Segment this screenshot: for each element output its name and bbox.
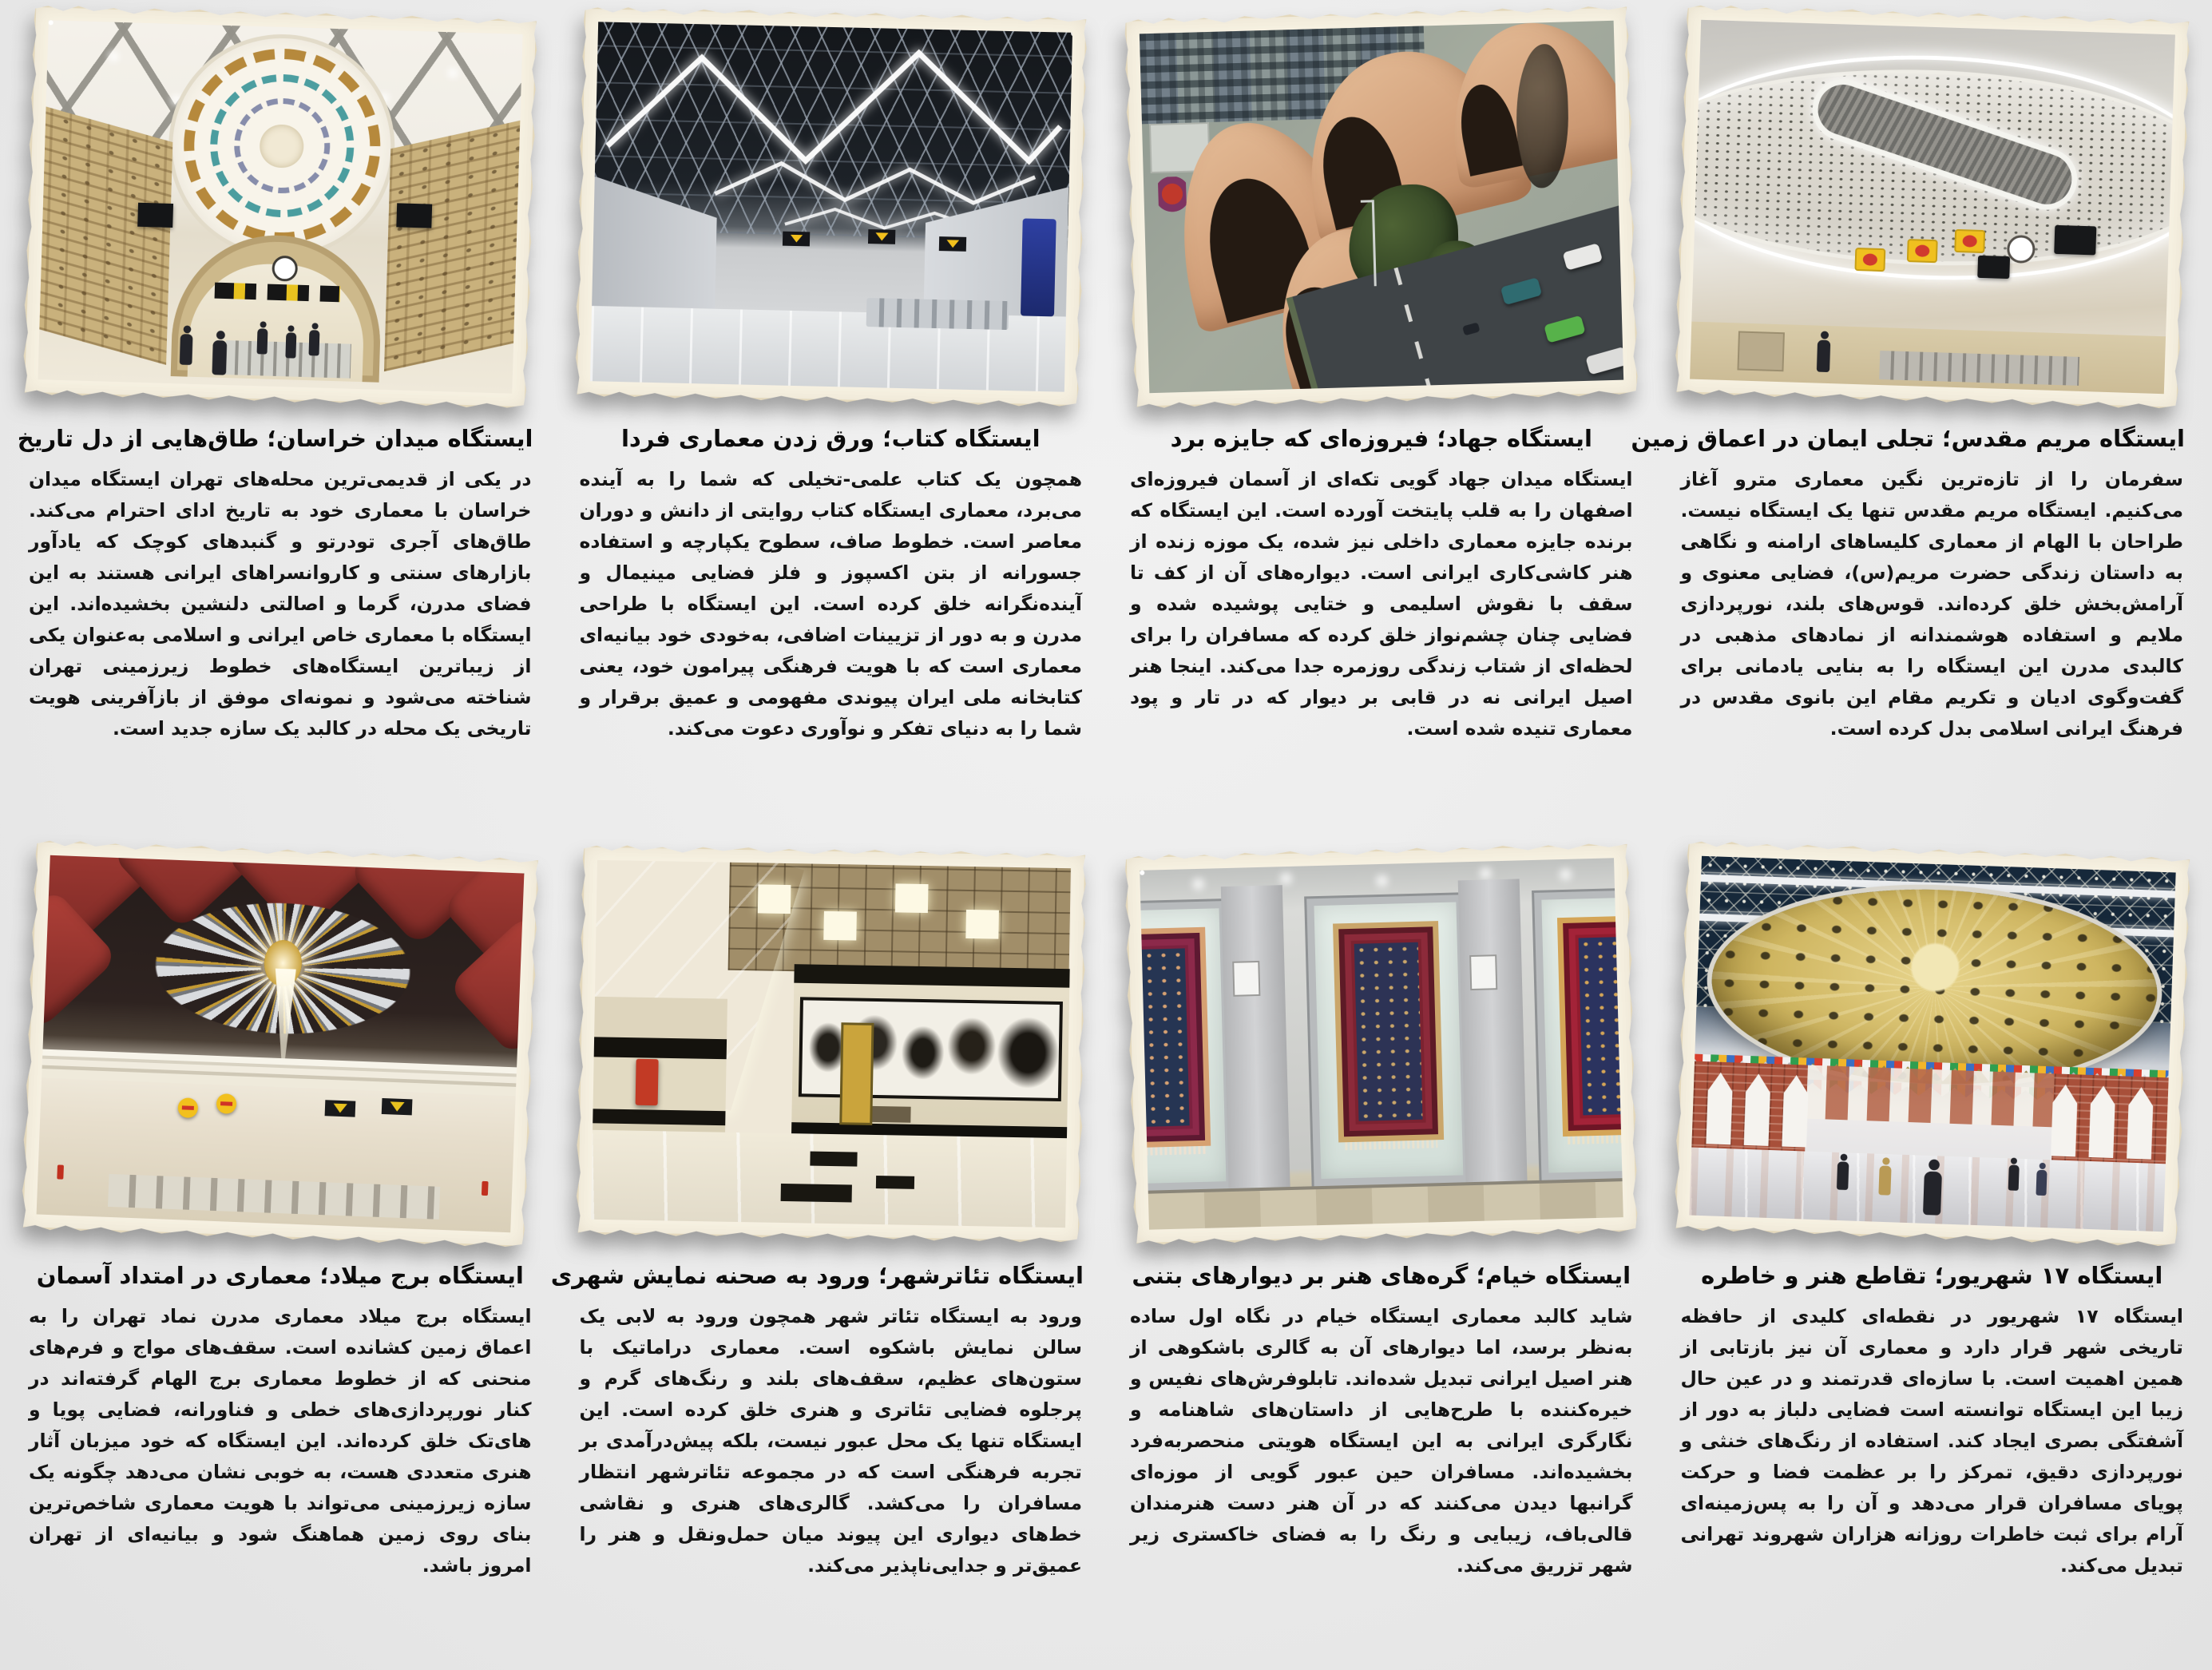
torn-photo-frame <box>22 4 539 411</box>
polished-floor <box>591 1129 1066 1228</box>
persian-carpet <box>1140 927 1211 1148</box>
photo-frame-milad <box>20 839 541 1249</box>
photo-frame-khorasan <box>22 4 539 411</box>
article-title: ایستگاه مریم مقدس؛ تجلی ایمان در اعماق زمین <box>1631 425 2185 452</box>
fire-extinguisher <box>57 1164 64 1179</box>
article-body: همچون یک کتاب علمی-تخیلی که شما را به آینده می‌برد، معماری ایستگاه کتاب روایتی از دانش و دوران معاصر است. خطوط صاف، سطوح یکپارچه و استفاده جسورانه از بتن اکسپوز و فلز فضایی مینیمال و آینده‌نگرانه خلق کرده است. این ایستگاه با طراحی مدرن و به دور از تزیینات اضافی، به‌خودی خود بیانیه‌ای معماری است که با هویت فرهنگی پیرامون خود، یعنی کتابخانه ملی ایران پیوندی مفهومی و عمیق برقرار و شما را به دنیای تفکر و نوآوری دعوت می‌کند. <box>579 468 1082 740</box>
exit-sign <box>939 236 966 252</box>
newspaper-metro-stations-page <box>17 11 2185 1664</box>
photo-khayyam-station <box>1140 858 1623 1229</box>
carpet-display-case <box>1534 889 1623 1180</box>
exit-sign <box>783 231 810 246</box>
photo-ketab-station <box>589 22 1072 391</box>
exit-sign <box>382 1097 413 1114</box>
brick-wall <box>384 117 522 371</box>
persian-carpet <box>1333 921 1444 1142</box>
persian-carpet <box>1557 915 1623 1136</box>
photo-frame-ketab <box>573 6 1088 408</box>
photo-milad-station <box>37 855 524 1232</box>
bench <box>872 1105 910 1122</box>
info-plaque <box>1232 960 1260 996</box>
article-shahrivar-station <box>1679 848 2186 1664</box>
carpet-display-case <box>1306 894 1470 1185</box>
article-body: ایستگاه ۱۷ شهریور در نقطه‌ای کلیدی از حافظه تاریخی شهر قرار دارد و معماری آن نیز بازتابی از همین اهمیت است. با سازه‌ای قدرتمند و در عین حال زیبا این ایستگاه توانسته است فضایی دلباز به دور از آشفتگی بصری ایجاد کند. استفاده از رنگ‌های خنثی و نورپردازی دقیق، تمرکز را بر عظمت فضا و حرکت پویای مسافران قرار می‌دهد و آن را به پس‌زمینه‌ای آرام برای ثبت خاطرات روزانه هزاران شهروند تهرانی تبدیل می‌کند. <box>1680 1304 2183 1577</box>
blue-banner <box>1021 218 1056 315</box>
brick-wall <box>38 103 172 366</box>
article-title: ایستگاه جهاد؛ فیروزه‌ای که جایزه برد <box>1170 425 1592 452</box>
article-title: ایستگاه برج میلاد؛ معماری در امتداد آسمان <box>36 1261 524 1289</box>
torn-photo-frame <box>1123 4 1639 409</box>
article-title: ایستگاه میدان خراسان؛ طاق‌هایی از دل تاریخ <box>17 425 533 452</box>
photo-frame-shahrivar <box>1672 839 2191 1248</box>
article-body: سفرمان را از تازه‌ترین نگین معماری مترو آغاز می‌کنیم. ایستگاه مریم مقدس تنها یک ایستگاه نیست. طراحان با الهام از معماری کلیساهای ارامنه و نگاهی به داستان زندگی حضرت مریم(س)، فضایی معنوی و آرامش‌بخش خلق کرده‌اند. قوس‌های بلند، نورپردازی ملایم و استفاده هوشمندانه از نمادهای مذهبی در کالبدی مدرن این ایستگاه را به بنایی یادمانی برای گفت‌وگوی ادیان و تکریم مقام این بانوی مقدس در فرهنگ ایرانی اسلامی بدل کرده است. <box>1680 468 2183 740</box>
exit-sign <box>868 229 895 244</box>
pillar <box>1221 884 1290 1195</box>
torn-photo-frame <box>1124 841 1639 1245</box>
article-khayyam-station <box>1128 848 1635 1664</box>
exit-sign <box>325 1099 356 1116</box>
torn-photo-frame <box>573 6 1088 408</box>
pillar <box>1457 878 1527 1188</box>
striped-wall <box>592 996 727 1142</box>
carpet-display-case <box>1140 900 1233 1191</box>
article-body: ورود به ایستگاه تئاتر شهر همچون ورود به لابی یک سالن نمایش باشکوه است. معماری دراماتیک با ستون‌های عظیم، سقف‌های بلند و رنگ‌های گرم و پرجلوه فضایی تئاتری و هنری خلق کرده است. این ایستگاه تنها یک محل عبور نیست، بلکه پیش‌درآمدی بر تجربه فرهنگی است که در مجموعه تئاترشهر انتظار مسافران را می‌کشد. گالری‌های هنری و نقاشی خط‌های دیواری این پیوند میان حمل‌ونقل و هنر را عمیق‌تر و جدایی‌ناپذیر می‌کند. <box>579 1304 1082 1577</box>
article-title: ایستگاه تئاترشهر؛ ورود به صحنه نمایش شهری <box>550 1261 1084 1289</box>
photo-jahad-station <box>1140 21 1623 393</box>
torn-photo-frame <box>1673 3 2191 411</box>
yellow-door <box>838 1022 874 1125</box>
article-title: ایستگاه کتاب؛ ورق زدن معماری فردا <box>620 425 1041 452</box>
fire-extinguisher <box>482 1180 489 1195</box>
photo-frame-teatr <box>574 843 1087 1244</box>
photo-maryam-station <box>1690 20 2174 394</box>
far-arcade <box>1806 1065 2055 1127</box>
article-title: ایستگاه ۱۷ شهریور؛ تقاطع هنر و خاطره <box>1701 1261 2163 1289</box>
photo-frame-jahad <box>1123 4 1639 409</box>
article-khorasan-station <box>17 11 533 827</box>
torn-photo-frame <box>20 839 541 1249</box>
article-maryam-station <box>1631 11 2186 827</box>
arched-portal <box>171 232 383 383</box>
no-entry-sign <box>177 1097 198 1118</box>
info-plaque <box>1469 954 1497 990</box>
article-body: ایستگاه برج میلاد معماری مدرن نماد تهران را به اعماق زمین کشانده است. سقف‌های مواج و فرم‌های منحنی که از خطوط معماری برج الهام گرفته‌اند در کنار نورپردازی‌های خطی و فناورانه، فضایی پویا و های‌تک خلق کرده‌اند. این ایستگاه که خود میزبان آثار هنری متعددی هست، به خوبی نشان می‌دهد چگونه یک سازه زیرزمینی می‌تواند با هویت معماری شاخص‌ترین بنای روی زمین هماهنگ شود و بیانیه‌ای از تهران امروز باشد. <box>29 1304 532 1577</box>
photo-frame-maryam <box>1673 3 2191 411</box>
photo-frame-khayyam <box>1124 841 1639 1245</box>
article-teatr-station <box>550 848 1084 1664</box>
torn-photo-frame <box>574 843 1087 1244</box>
ceiling-lights <box>1140 870 1144 875</box>
no-entry-sign <box>216 1093 236 1114</box>
photo-teatr-station <box>591 859 1071 1227</box>
article-jahad-station <box>1128 11 1635 827</box>
article-body: ایستگاه میدان جهاد گویی تکه‌ای از آسمان فیروزه‌ای اصفهان را به قلب پایتخت آورده است. این ایستگاه که برنده جایزه معماری داخلی نیز شده، یک موزه زنده از هنر کاشی‌کاری ایرانی است. دیواره‌های آن از کف تا سقف با نقوش اسلیمی و ختایی پوشیده شده و فضایی چنان چشم‌نواز خلق کرده که مسافران را برای لحظه‌ای از شتاب زندگی روزمره جدا می‌کند. اینجا هنر اصیل ایرانی نه در قابی بر دیوار که در تار و پود معماری تنیده شده است. <box>1130 468 1633 740</box>
fare-gates <box>108 1173 441 1218</box>
photo-shahrivar-station <box>1689 855 2175 1231</box>
article-title: ایستگاه خیام؛ گره‌های هنر بر دیوارهای بتنی <box>1132 1261 1631 1289</box>
torn-photo-frame <box>1672 839 2191 1248</box>
article-milad-station <box>27 848 533 1664</box>
info-screen <box>396 203 432 228</box>
fire-extinguisher-box <box>636 1058 658 1105</box>
article-body: در یکی از قدیمی‌ترین محله‌های تهران ایستگاه میدان خراسان با معماری خود به تاریخ ادای احترام می‌کند. طاق‌های آجری تودرتو و گنبدهای کوچک که یادآور بازارهای سنتی و کاروانسراهای ایرانی هستند به این فضای مدرن، گرما و اصالتی دلنشین بخشیده‌اند. این ایستگاه با معماری خاص ایرانی و اسلامی به‌عنوان یکی از زیباترین ایستگاه‌های خطوط زیرزمینی تهران شناخته می‌شود و نمونه‌ای موفق از بازآفرینی هویت تاریخی یک محله در کالبد یک سازه جدید است. <box>29 468 532 740</box>
article-ketab-station <box>578 11 1084 827</box>
photo-khorasan-station <box>38 20 522 393</box>
fare-gates <box>866 298 1009 330</box>
article-body: شاید کالبد معماری ایستگاه خیام در نگاه اول ساده به‌نظر برسد، اما دیوارهای آن به گالری باشکوهی از هنر اصیل ایرانی تبدیل شده‌اند. تابلوفرش‌های نفیس و خیره‌کننده با طرح‌هایی از داستان‌های شاهنامه و نگارگری ایرانی به این ایستگاه هویتی منحصربه‌فرد بخشیده‌اند. مسافران حین عبور گویی از موزه‌ای گرانبها دیدن می‌کنند که در آن هنر دست هنرمندان قالی‌باف، زیبایی و رنگ را به فضای خاکستری زیر شهر تزریق می‌کند. <box>1130 1304 1633 1577</box>
wall-clock <box>2006 234 2035 263</box>
info-screen <box>137 203 173 228</box>
